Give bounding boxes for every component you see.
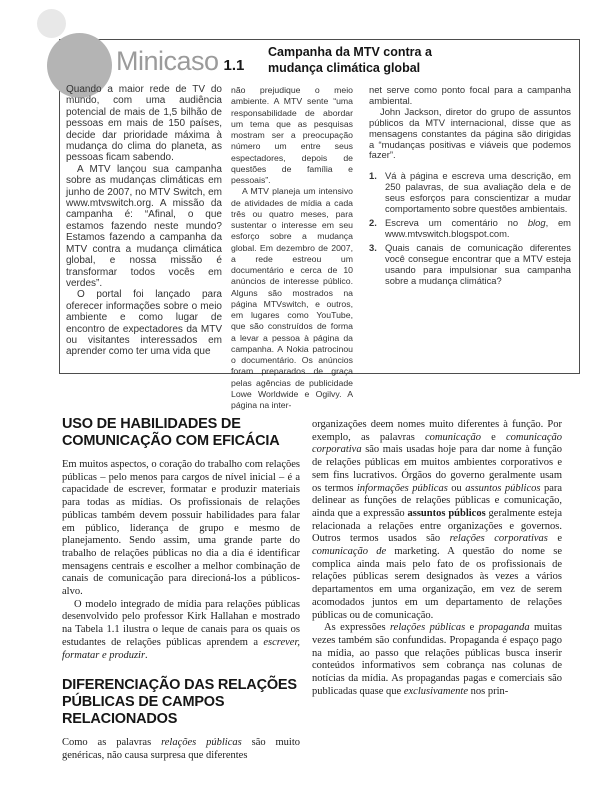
minicase-column-3 [369,85,571,289]
minicase-brand [116,46,244,77]
body-paragraph: organizações deem nomes muito diferentes à função. Por exemplo, as palavras comunicação e comunicação corporativa são mais usadas hoje para dar nome à função de relações públicas em muitos ambientes corporativos e sem fins lucrativos. Órgãos do governo geralmente usam os termos informações públicas ou assuntos públicos para delinear as funções de relações públicas e comunicação, ainda que a expressão assuntos públicos geralmente esteja relacionada a relações entre organizações e governos. Outros termos usados são relações corporativas e comunicação de marketing. A questão do nome se complica ainda mais pelo fato de os profissionais de relações públicas serem designados às vezes a vários departamentos em uma organização, em vez de serem acomodados juntos em um departamento de relações públicas ou de comunicação. [312,419,563,621]
section-heading-communication-skills: USO DE HABILIDADES DE COMUNICAÇÃO COM EFICÁCIA [62,416,280,449]
body-paragraph: As expressões relações públicas e propaganda muitas vezes também são confundidas. Propaganda é espaço pago na mídia, ao passo que relações públicas busca inserir conteúdos informativos sem cobrança nas colunas de notícias da mídia. As propagandas pagas e comerciais são publicadas quase que exclusivamente nos prin- [312,622,563,697]
exercise-list [369,171,571,286]
list-item-number: 3. [369,241,377,253]
minicase-column-1 [66,84,222,358]
minicase-col1-paragraph: Quando a maior rede de TV do mundo, com uma audiência potencial de mais de 1,5 bilhão de pessoas em mais de 150 países, decide dar prioridade máxima à mudança do clima do planeta, as pessoas ficam sabendo. [66,84,222,164]
minicase-number: 1.1 [223,57,245,74]
list-item-text: Escreva um comentário no blog, em www.mtvswitch.blogspot.com. [385,216,571,239]
list-item-number: 1. [369,170,377,182]
body-paragraph: Como as palavras relações públicas são muito genéricas, não causa surpresa que diferentes [62,737,300,761]
section-heading-differentiation: DIFERENCIAÇÃO DAS RELAÇÕES PÚBLICAS DE CAMPOS RELACIONADOS [62,677,297,728]
minicase-col2-paragraph: não prejudique o meio ambiente. A MTV sente “uma responsabilidade de abordar um tema que as pesquisas mostram ser a preocupação número um entre seus espectadores, depois de questões de família e pessoais”. [231,85,353,185]
minicase-col3-paragraph: net serve como ponto focal para a campanha ambiental. [369,84,571,106]
list-item-text: Vá à página e escreva uma descrição, em 250 palavras, de sua avaliação dela e de seus esforços para conscientizar a mudar comportamento sobre questões ambientais. [385,170,571,215]
minicase-brand-word: Minicaso [116,46,219,76]
list-item-text: Quais canais de comunicação diferentes você consegue encontrar que a MTV esteja usando para impulsionar sua campanha sobre a mudança climática? [385,241,571,286]
body-paragraph: O modelo integrado de mídia para relações públicas desenvolvido pelo professor Kirk Hallahan e mostrado na Tabela 1.1 ilustra o leque de canais para os quais os estudantes de relações públicas aprendem a escrever, formatar e produzir. [62,598,300,661]
exercise-list-item [369,218,571,240]
minicase-col1-paragraph: O portal foi lançado para oferecer informações sobre o meio ambiente e como lugar de encontro de expectadores da MTV ou visitantes interessados em aprender como ter uma vida que [66,289,222,358]
body-column-right [312,419,562,698]
exercise-list-item [369,243,571,287]
minicase-col1-paragraph: A MTV lançou sua campanha sobre as mudanças climáticas em junho de 2007, no MTV Switch, em www.mtvswitch.org. A missão da campanha é: “Afinal, o que estamos fazendo neste mundo? Estamos fazendo a campanha da MTV contra a mudança climática global, e nossa missão é transformar todos vocês em verdes”. [66,163,222,289]
list-item-number: 2. [369,216,377,228]
body-column-left [62,416,300,763]
minicase-title: Campanha da MTV contra a mudança climática global [268,45,432,75]
body-paragraph: Em muitos aspectos, o coração do trabalho com relações públicas – pelo menos para cargos de nível inicial – é a capacidade de escrever, formatar e produzir materiais para todas as mídias. Os profissionais de relações públicas também devem possuir habilidades para falar em público, liderança de grupo e mesmo de planejamento. Sendo assim, uma grande parte do trabalho de relações públicas no dia a dia é identificar mensagens centrais e escolher a melhor combinação de canais de comunicação para direcioná-los a públicos-alvo. [62,459,300,598]
logo-circle-small [37,9,66,38]
exercise-list-item [369,171,571,215]
minicase-col2-paragraph: A MTV planeja um intensivo de atividades de mídia a cada três ou quatro meses, para sustentar o interesse em seu esforço sobre a mudança global. Em dezembro de 2007, a rede estreou um documentário e cerca de 10 anúncios de interesse público. Alguns são mostrados na página MTVswitch, e outros, em lugares como YouTube, que são construídos de forma a levar a pessoa à página da campanha. A Nokia patrocinou o documentário. Os anúncios foram preparados de graça pelas agências de publicidade Lowe Worldwide e Ogilvy. A página na inter- [231,186,353,410]
minicase-column-2 [231,85,353,411]
minicase-col3-paragraph: John Jackson, diretor do grupo de assuntos públicos da MTV internacional, disse que as mensagens constantes da página são dirigidas a “mudanças positivas e viáveis que podemos fazer”. [369,105,571,161]
